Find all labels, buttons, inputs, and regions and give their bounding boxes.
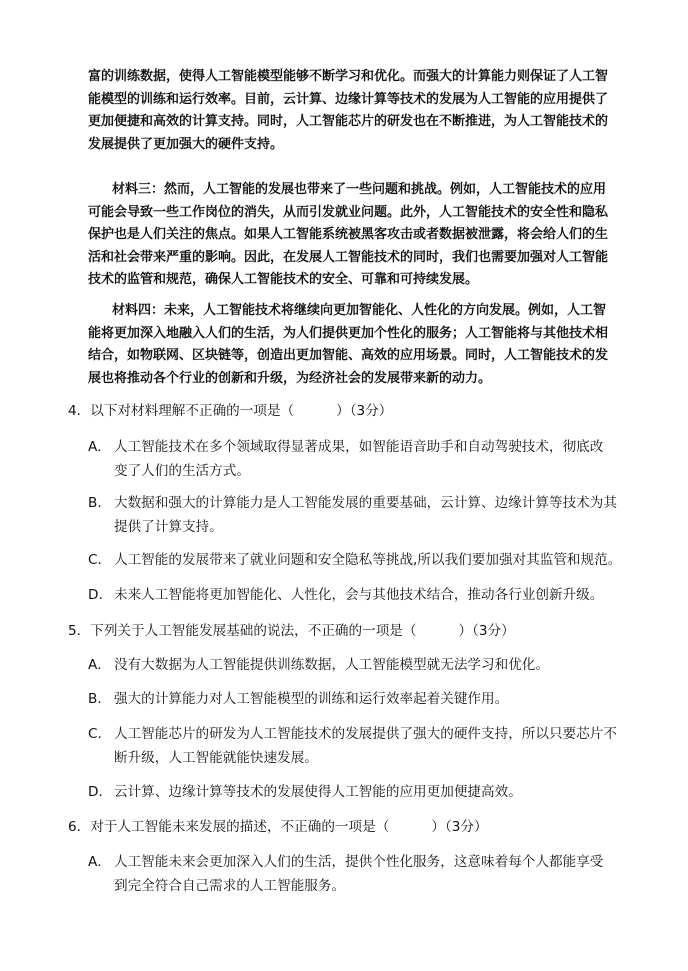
question-4-option-a: A． 人工智能技术在多个领域取得显著成果，如智能语音助手和自动驾驶技术，彻底改 变了人们的生活方式。 (88, 439, 604, 479)
question-4-stem: 4．以下对材料理解不正确的一项是（ ）（3分） (68, 403, 393, 419)
question-6-option-a: A． 人工智能未来会更加深入人们的生活，提供个性化服务，这意味着每个人都能享受 到完全符合自己需求的人工智能服务。 (88, 854, 604, 894)
question-5-option-a: A． 没有大数据为人工智能提供训练数据，人工智能模型就无法学习和优化。 (88, 657, 549, 673)
passage-line: 保护也是人们关注的焦点。如果人工智能系统被黑客攻击或者数据被泄露，将会给人们的生 (88, 227, 609, 243)
question-5-option-c: C． 人工智能芯片的研发为人工智能技术的发展提供了强大的硬件支持，所以只要芯片不 断升级，人工智能就能快速发展。 (88, 726, 617, 766)
passage-paragraph-material-4 (88, 300, 624, 390)
passage-line: 能模型的训练和运行效率。目前，云计算、边缘计算等技术的发展为人工智能的应用提供了 (88, 91, 609, 107)
passage-line: 能将更加深入地融入人们的生活，为人们提供更加个性化的服务；人工智能将与其他技术相 (88, 325, 609, 341)
passage-line: 材料三：然而，人工智能的发展也带来了一些问题和挑战。例如，人工智能技术的应用 (112, 182, 607, 197)
question-5-option-b: B． 强大的计算能力对人工智能模型的训练和运行效率起着关键作用。 (88, 691, 509, 707)
question-4-option-b: B． 大数据和强大的计算能力是人工智能发展的重要基础，云计算、边缘计算等技术为其 提供了计算支持。 (88, 495, 617, 535)
passage-line: 更加便捷和高效的计算支持。同时，人工智能芯片的研发也在不断推进，为人工智能技术的 (88, 114, 609, 130)
passage-line: 可能会导致一些工作岗位的消失，从而引发就业问题。此外，人工智能技术的安全性和隐私 (88, 204, 609, 220)
passage-line: 活和社会带来严重的影响。因此，在发展人工智能技术的同时，我们也需要加强对人工智能 (88, 249, 609, 265)
passage-line: 结合，如物联网、区块链等，创造出更加智能、高效的应用场景。同时，人工智能技术的发 (88, 348, 609, 364)
passage-line: 技术的监管和规范，确保人工智能技术的安全、可靠和可持续发展。 (88, 272, 479, 288)
question-5-stem: 5．下列关于人工智能发展基础的说法，不正确的一项是（ ）（3分） (68, 623, 515, 639)
question-6-stem: 6．对于人工智能未来发展的描述，不正确的一项是（ ）（3分） (68, 819, 488, 835)
passage-paragraph-1 (88, 66, 624, 156)
passage-line: 发展提供了更加强大的硬件支持。 (88, 136, 284, 152)
passage-line: 材料四：未来，人工智能技术将继续向更加智能化、人性化的方向发展。例如，人工智 (112, 303, 607, 318)
question-5-option-d: D． 云计算、边缘计算等技术的发展使得人工智能的应用更加便捷高效。 (88, 784, 522, 800)
passage-paragraph-material-3 (88, 179, 624, 292)
passage-line: 富的训练数据，使得人工智能模型能够不断学习和优化。而强大的计算能力则保证了人工智 (88, 69, 609, 84)
passage-line: 展也将推动各个行业的创新和升级，为经济社会的发展带来新的动力。 (88, 370, 492, 386)
question-4-option-d: D． 未来人工智能将更加智能化、人性化，会与其他技术结合，推动各行业创新升级。 (88, 587, 604, 603)
question-4-option-c: C． 人工智能的发展带来了就业问题和安全隐私等挑战,所以我们要加强对其监管和规范。 (88, 552, 622, 568)
